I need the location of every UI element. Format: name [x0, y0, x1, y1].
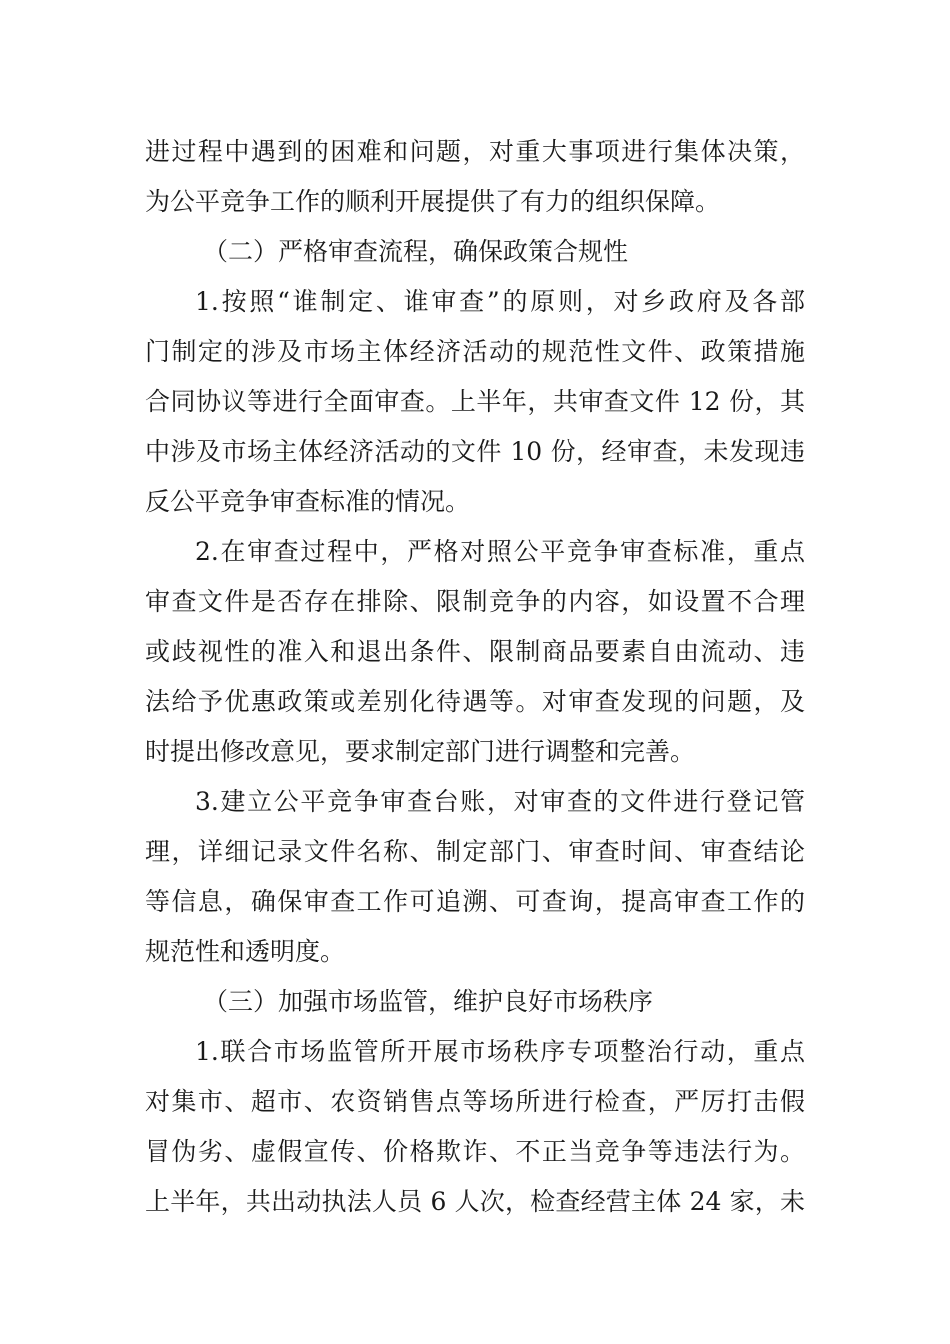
paragraph-line: 2.在审查过程中，严格对照公平竞争审查标准，重点	[195, 537, 805, 566]
paragraph-line: 进过程中遇到的困难和问题，对重大事项进行集体决策，	[145, 137, 805, 166]
paragraph-line: 上半年，共出动执法人员 6 人次，检查经营主体 24 家，未	[145, 1187, 805, 1216]
paragraph-line: 3.建立公平竞争审查台账，对审查的文件进行登记管	[195, 787, 805, 816]
paragraph-line: 法给予优惠政策或差别化待遇等。对审查发现的问题，及	[145, 687, 805, 716]
section-heading: （三）加强市场监管，维护良好市场秩序	[203, 987, 654, 1016]
paragraph-line: 合同协议等进行全面审查。上半年，共审查文件 12 份，其	[145, 387, 805, 416]
paragraph-line: 审查文件是否存在排除、限制竞争的内容，如设置不合理	[145, 587, 805, 616]
paragraph-line: 1.按照“谁制定、谁审查”的原则，对乡政府及各部	[195, 287, 805, 316]
paragraph-line: 等信息，确保审查工作可追溯、可查询，提高审查工作的	[145, 887, 805, 916]
section-heading: （二）严格审查流程，确保政策合规性	[203, 237, 629, 266]
paragraph-line: 规范性和透明度。	[145, 937, 346, 966]
paragraph-line: 冒伪劣、虚假宣传、价格欺诈、不正当竞争等违法行为。	[145, 1137, 805, 1166]
paragraph-line: 中涉及市场主体经济活动的文件 10 份，经审查，未发现违	[145, 437, 805, 466]
paragraph-line: 反公平竞争审查标准的情况。	[145, 487, 471, 516]
paragraph-line: 门制定的涉及市场主体经济活动的规范性文件、政策措施	[145, 337, 805, 366]
paragraph-line: 时提出修改意见，要求制定部门进行调整和完善。	[145, 737, 696, 766]
paragraph-line: 理，详细记录文件名称、制定部门、审查时间、审查结论	[145, 837, 805, 866]
paragraph-line: 对集市、超市、农资销售点等场所进行检查，严厉打击假	[145, 1087, 805, 1116]
paragraph-line: 或歧视性的准入和退出条件、限制商品要素自由流动、违	[145, 637, 805, 666]
paragraph-line: 为公平竞争工作的顺利开展提供了有力的组织保障。	[145, 187, 721, 216]
paragraph-line: 1.联合市场监管所开展市场秩序专项整治行动，重点	[195, 1037, 805, 1066]
document-body	[145, 127, 805, 1227]
